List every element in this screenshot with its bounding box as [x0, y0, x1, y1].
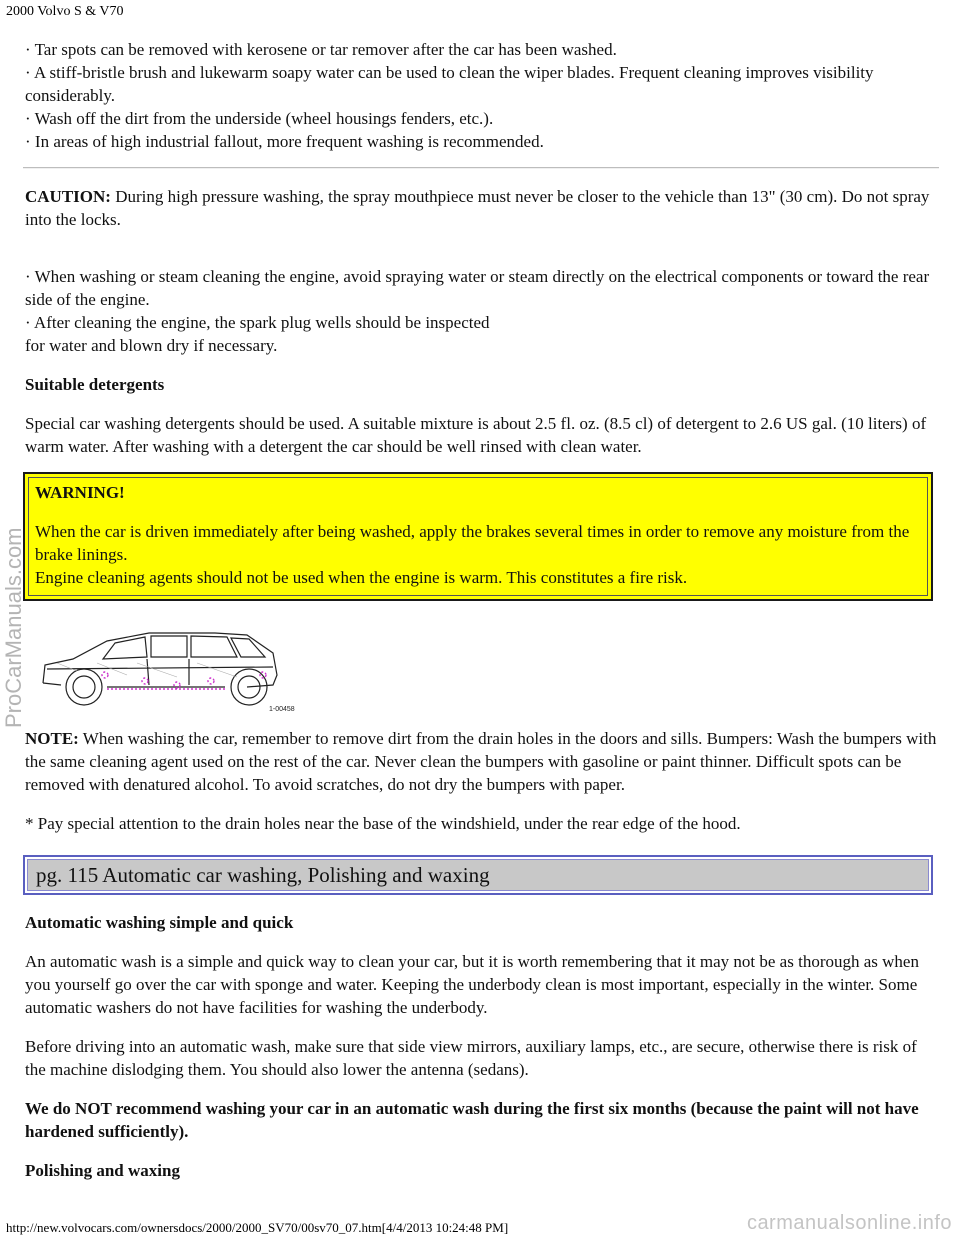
warning-line-engine: Engine cleaning agents should not be used when the engine is warm. This constitutes a fire risk.: [35, 568, 688, 587]
auto-wash-heading-text: Automatic washing simple and quick: [25, 913, 294, 932]
asterisk-note: * Pay special attention to the drain holes near the base of the windshield, under the rear edge of the hood.: [25, 814, 741, 833]
caution-label: CAUTION:: [25, 187, 111, 206]
bullet-underside: · Wash off the dirt from the underside (wheel housings fenders, etc.).: [25, 109, 494, 128]
car-side-icon: [37, 619, 305, 715]
section-banner: [23, 855, 933, 895]
note-paragraph: [25, 727, 937, 796]
note-label: NOTE:: [25, 729, 79, 748]
document-header: 2000 Volvo S & V70: [6, 4, 124, 19]
auto-wash-recommendation: [25, 1097, 937, 1143]
side-watermark: ProCarManuals.com: [1, 527, 26, 728]
bottom-watermark: carmanualsonline.info: [746, 1212, 952, 1234]
bullet-engine-washing: · When washing or steam cleaning the engine, avoid spraying water or steam directly on the electrical components or toward the rear side of the engine.: [25, 267, 930, 309]
polishing-heading-text: Polishing and waxing: [25, 1161, 180, 1180]
section-title: pg. 115 Automatic car washing, Polishing and waxing: [27, 859, 929, 891]
top-bullet-list: [25, 38, 937, 153]
detergents-paragraph: Special car washing detergents should be used. A suitable mixture is about 2.5 fl. oz. (8.5 cl) of detergent to 2.6 US gal. (10 liters) of warm water. After washing with a detergent the car should be well rinsed with clean water.: [25, 414, 927, 456]
engine-bullet-list: [25, 265, 937, 357]
warning-box-inner: [28, 477, 928, 596]
auto-wash-paragraph-2: Before driving into an automatic wash, make sure that side view mirrors, auxiliary lamps, etc., are secure, otherwise there is risk of the machine dislodging them. You should also lower the antenna (sedans).: [25, 1037, 917, 1079]
caution-text: During high pressure washing, the spray mouthpiece must never be closer to the vehicle than 13" (30 cm). Do not spray into the locks.: [25, 187, 930, 229]
caution-paragraph: [25, 185, 937, 231]
car-drain-holes-illustration: [37, 619, 305, 715]
horizontal-divider: [23, 167, 939, 169]
bullet-wiper-blades: · A stiff-bristle brush and lukewarm soapy water can be used to clean the wiper blades. Frequent cleaning improves visibility considerably.: [25, 63, 874, 105]
warning-box: [23, 472, 933, 601]
auto-wash-heading: [25, 911, 937, 934]
detergents-heading-text: Suitable detergents: [25, 375, 165, 394]
illustration-code: 1-00458: [269, 706, 295, 713]
page-content: [25, 38, 937, 1182]
auto-wash-recommendation-text: We do NOT recommend washing your car in an automatic wash during the first six months (because the paint will not have hardened sufficiently).: [25, 1099, 919, 1141]
bullet-tar-spots: · Tar spots can be removed with kerosene or tar remover after the car has been washed.: [25, 40, 617, 59]
bullet-spark-plug-wells: · After cleaning the engine, the spark plug wells should be inspected: [25, 313, 490, 332]
bullet-spark-plug-wells-cont: for water and blown dry if necessary.: [25, 336, 278, 355]
bullet-industrial-fallout: · In areas of high industrial fallout, more frequent washing is recommended.: [25, 132, 544, 151]
warning-line-brakes: When the car is driven immediately after being washed, apply the brakes several times in order to remove any moisture from the brake linings.: [35, 522, 910, 564]
note-text: When washing the car, remember to remove dirt from the drain holes in the doors and sills. Bumpers: Wash the bumpers with the same cleaning agent used on the rest of the car. Never clean the bumpers with gasoline or paint thinner. Difficult spots can be removed with denatured alcohol. To avoid scratches, do not dry the bumpers with paper.: [25, 729, 937, 794]
warning-title: WARNING!: [35, 483, 125, 502]
polishing-heading: [25, 1159, 937, 1182]
detergents-heading: [25, 373, 937, 396]
auto-wash-paragraph-1: An automatic wash is a simple and quick way to clean your car, but it is worth remembering that it may not be as thorough as when you yourself go over the car with sponge and water. Keeping the underbody clean is most important, especially in the winter. Some automatic washers do not have facilities for washing the underbody.: [25, 952, 919, 1017]
source-url-footer: http://new.volvocars.com/ownersdocs/2000/2000_SV70/00sv70_07.htm[4/4/2013 10:24:48 PM]: [6, 1220, 509, 1235]
